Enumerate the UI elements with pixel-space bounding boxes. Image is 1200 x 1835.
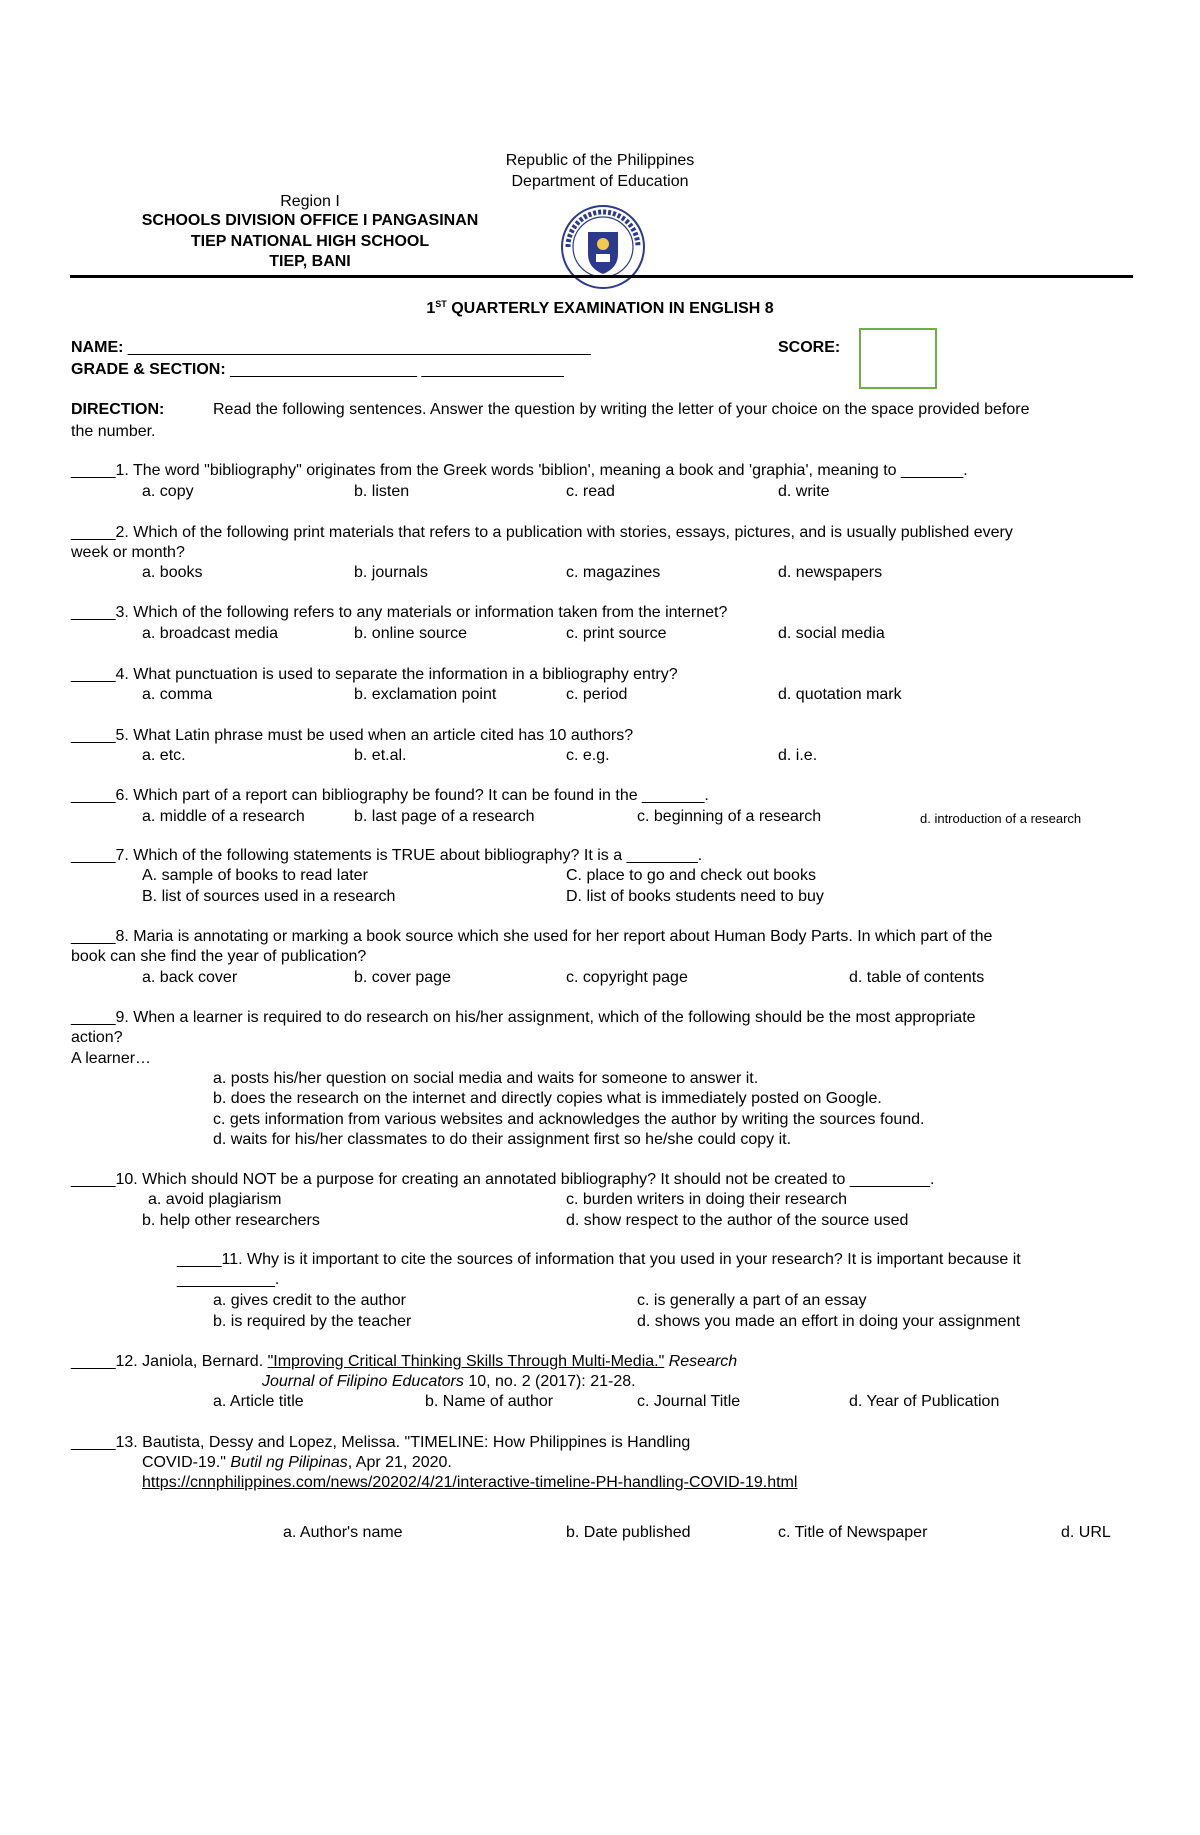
- q8-choice-c: c. copyright page: [566, 969, 688, 986]
- q10-choice-b: b. help other researchers: [142, 1212, 320, 1229]
- q2-choice-b: b. journals: [354, 564, 428, 581]
- q11-choice-c: c. is generally a part of an essay: [637, 1292, 867, 1309]
- q13-choice-d: d. URL: [1061, 1524, 1111, 1541]
- q8-choice-b: b. cover page: [354, 969, 451, 986]
- location-line: TIEP, BANI: [269, 253, 351, 270]
- q12-choice-a: a. Article title: [213, 1393, 304, 1410]
- q5-choice-b: b. et.al.: [354, 747, 407, 764]
- q2-choice-a: a. books: [142, 564, 203, 581]
- question-9: _____9. When a learner is required to do research on his/her assignment, which of the following should be the most appropriate: [71, 1009, 976, 1026]
- direction-text-cont: the number.: [71, 423, 156, 440]
- school-line: TIEP NATIONAL HIGH SCHOOL: [190, 233, 430, 250]
- question-9-cont: action?: [71, 1029, 123, 1046]
- division-line: SCHOOLS DIVISION OFFICE I PANGASINAN: [141, 212, 479, 229]
- question-13-cont: COVID-19." Butil ng Pilipinas, Apr 21, 2020.: [142, 1454, 452, 1471]
- q3-choice-c: c. print source: [566, 625, 667, 642]
- name-field[interactable]: NAME: ____________________________________________________: [71, 339, 591, 356]
- department-line: Department of Education: [511, 173, 689, 190]
- q10-choice-d: d. show respect to the author of the source used: [566, 1212, 909, 1229]
- question-2-cont: week or month?: [71, 544, 185, 561]
- question-5: _____5. What Latin phrase must be used when an article cited has 10 authors?: [71, 727, 634, 744]
- q10-choice-a: a. avoid plagiarism: [148, 1191, 282, 1208]
- q11-choice-d: d. shows you made an effort in doing your assignment: [637, 1313, 1021, 1330]
- q10-choice-c: c. burden writers in doing their research: [566, 1191, 848, 1208]
- q13-choice-a: a. Author's name: [283, 1524, 403, 1541]
- q7-choice-d: D. list of books students need to buy: [566, 888, 824, 905]
- question-12: _____12. Janiola, Bernard. "Improving Critical Thinking Skills Through Multi-Media." Research: [71, 1353, 738, 1370]
- q13-choice-c: c. Title of Newspaper: [778, 1524, 928, 1541]
- source-url-link[interactable]: https://cnnphilippines.com/news/20202/4/21/interactive-timeline-PH-handling-COVID-19.html: [142, 1474, 798, 1491]
- q13-choice-b: b. Date published: [566, 1524, 691, 1541]
- direction-label: DIRECTION:: [71, 401, 165, 418]
- q7-choice-c: C. place to go and check out books: [566, 867, 816, 884]
- direction-text: Read the following sentences. Answer the question by writing the letter of your choice on the space provided before: [213, 401, 1030, 418]
- q9-choice-b: b. does the research on the internet and directly copies what is immediately posted on Google.: [213, 1090, 882, 1107]
- q5-choice-d: d. i.e.: [778, 747, 818, 764]
- q3-choice-b: b. online source: [354, 625, 467, 642]
- q6-choice-c: c. beginning of a research: [637, 808, 822, 825]
- q8-choice-a: a. back cover: [142, 969, 238, 986]
- question-8: _____8. Maria is annotating or marking a book source which she used for her report about Human Body Parts. In which part of the: [71, 928, 993, 945]
- q1-choice-c: c. read: [566, 483, 615, 500]
- question-2: _____2. Which of the following print materials that refers to a publication with stories, essays, pictures, and is usually published every: [71, 524, 1013, 541]
- q4-choice-d: d. quotation mark: [778, 686, 902, 703]
- q5-choice-a: a. etc.: [142, 747, 186, 764]
- republic-line: Republic of the Philippines: [505, 152, 695, 169]
- question-7: _____7. Which of the following statements is TRUE about bibliography? It is a ________.: [71, 847, 703, 864]
- score-label: SCORE:: [778, 339, 841, 356]
- q3-choice-a: a. broadcast media: [142, 625, 279, 642]
- q12-choice-c: c. Journal Title: [637, 1393, 741, 1410]
- region-line: Region I: [280, 193, 340, 210]
- grade-section-field[interactable]: GRADE & SECTION: _____________________ ________________: [71, 361, 564, 378]
- q11-choice-b: b. is required by the teacher: [213, 1313, 412, 1330]
- q7-choice-b: B. list of sources used in a research: [142, 888, 396, 905]
- q2-choice-d: d. newspapers: [778, 564, 883, 581]
- question-12-cont: Journal of Filipino Educators 10, no. 2 (2017): 21-28.: [262, 1373, 636, 1390]
- q9-choice-d: d. waits for his/her classmates to do their assignment first so he/she could copy it.: [213, 1131, 792, 1148]
- q6-choice-a: a. middle of a research: [142, 808, 305, 825]
- q1-choice-a: a. copy: [142, 483, 194, 500]
- q12-choice-b: b. Name of author: [425, 1393, 554, 1410]
- q6-choice-d: d. introduction of a research: [920, 811, 1082, 826]
- q9-choice-c: c. gets information from various websites and acknowledges the author by writing the sources found.: [213, 1111, 925, 1128]
- question-11: _____11. Why is it important to cite the sources of information that you used in your research? It is important because it: [177, 1251, 1021, 1268]
- question-9-cont2: A learner…: [71, 1050, 152, 1067]
- question-3: _____3. Which of the following refers to any materials or information taken from the internet?: [71, 604, 728, 621]
- question-4: _____4. What punctuation is used to separate the information in a bibliography entry?: [71, 666, 678, 683]
- question-11-cont: ___________.: [177, 1271, 280, 1288]
- q1-choice-b: b. listen: [354, 483, 410, 500]
- q9-choice-a: a. posts his/her question on social media and waits for someone to answer it.: [213, 1070, 759, 1087]
- q5-choice-c: c. e.g.: [566, 747, 610, 764]
- q4-choice-c: c. period: [566, 686, 628, 703]
- q1-choice-d: d. write: [778, 483, 830, 500]
- q6-choice-b: b. last page of a research: [354, 808, 535, 825]
- q4-choice-b: b. exclamation point: [354, 686, 497, 703]
- q11-choice-a: a. gives credit to the author: [213, 1292, 406, 1309]
- question-6: _____6. Which part of a report can bibliography be found? It can be found in the _______.: [71, 787, 709, 804]
- exam-title: 1ST QUARTERLY EXAMINATION IN ENGLISH 8: [426, 299, 774, 317]
- question-13: _____13. Bautista, Dessy and Lopez, Melissa. "TIMELINE: How Philippines is Handling: [71, 1434, 691, 1451]
- q2-choice-c: c. magazines: [566, 564, 661, 581]
- q3-choice-d: d. social media: [778, 625, 885, 642]
- q12-choice-d: d. Year of Publication: [849, 1393, 1000, 1410]
- q4-choice-a: a. comma: [142, 686, 213, 703]
- header-rule: [70, 275, 1133, 278]
- score-box[interactable]: [859, 328, 937, 389]
- question-10: _____10. Which should NOT be a purpose for creating an annotated bibliography? It should not be created to _________.: [71, 1171, 935, 1188]
- question-1: _____1. The word "bibliography" originates from the Greek words 'biblion', meaning a book and 'graphia', meaning to _______.: [71, 462, 968, 479]
- question-8-cont: book can she find the year of publication?: [71, 948, 367, 965]
- q8-choice-d: d. table of contents: [849, 969, 985, 986]
- q7-choice-a: A. sample of books to read later: [142, 867, 368, 884]
